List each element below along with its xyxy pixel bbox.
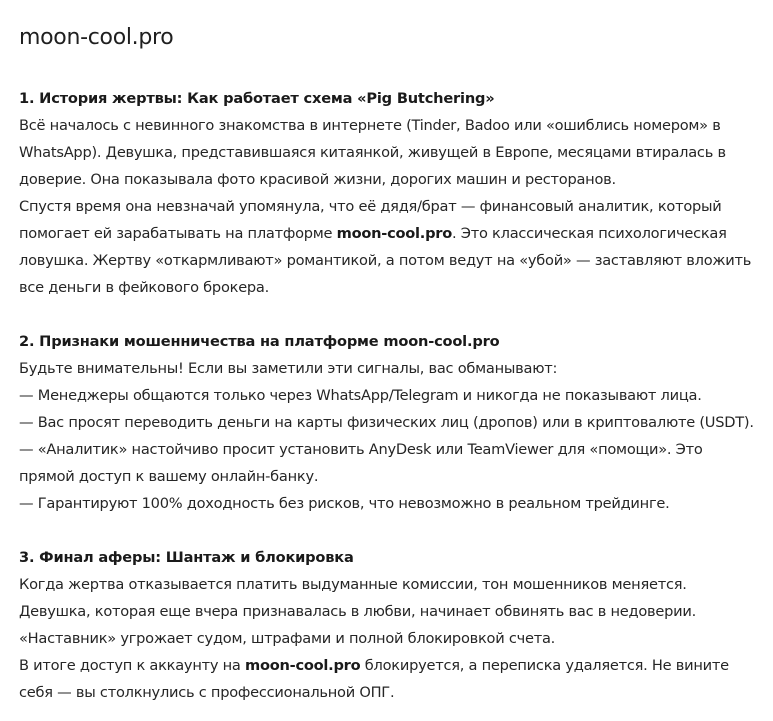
paragraph [19,652,755,706]
site-title: moon-cool.pro [19,25,174,50]
paragraph-text: блокируется, а переписка удаляется. Не вините себя — вы столкнулись с профессиональной ОПГ. [19,657,729,701]
paragraph: Когда жертва отказывается платить выдуманные комиссии, тон мошенников меняется. Девушка, которая еще вчера признавалась в любви, начинает обвинять вас в недоверии. «Наставник» угрожает судом, штрафами и полной блокировкой счета. [19,576,696,647]
paragraph-text: Спустя время она невзначай упомянула, что её дядя/брат — финансовый аналитик, который помогает ей зарабатывать на платформе [19,198,722,242]
brand-name: moon-cool.pro [245,657,361,674]
section-fraud-signs [19,328,755,517]
section-victim-story [19,85,755,301]
list-item: — Менеджеры общаются только через WhatsApp/Telegram и никогда не показывают лица. [19,387,702,404]
paragraph [19,193,755,301]
paragraph-text: . Это классическая психологическая ловушка. Жертву «откармливают» романтикой, а потом ведут на «убой» — заставляют вложить все деньги в фейкового брокера. [19,225,752,296]
section-scam-finale [19,544,755,706]
paragraph: Всё началось с невинного знакомства в интернете (Tinder, Badoo или «ошиблись номером» в WhatsApp). Девушка, представившаяся китаянкой, живущей в Европе, месяцами втиралась в доверие. Она показывала фото красивой жизни, дорогих машин и ресторанов. [19,117,726,188]
section-heading: 1. История жертвы: Как работает схема «Pig Butchering» [19,90,495,107]
paragraph: Будьте внимательны! Если вы заметили эти сигналы, вас обманывают: [19,360,558,377]
section-heading: 2. Признаки мошенничества на платформе moon-cool.pro [19,333,500,350]
brand-name: moon-cool.pro [336,225,453,242]
list-item: — Гарантируют 100% доходность без рисков, что невозможно в реальном трейдинге. [19,495,670,512]
list-item: — Вас просят переводить деньги на карты физических лиц (дропов) или в криптовалюте (USDT). [19,414,754,431]
paragraph-text: В итоге доступ к аккаунту на [19,657,246,674]
list-item: — «Аналитик» настойчиво просит установить AnyDesk или TeamViewer для «помощи». Это прямой доступ к вашему онлайн-банку. [19,441,703,485]
section-heading: 3. Финал аферы: Шантаж и блокировка [19,549,354,566]
